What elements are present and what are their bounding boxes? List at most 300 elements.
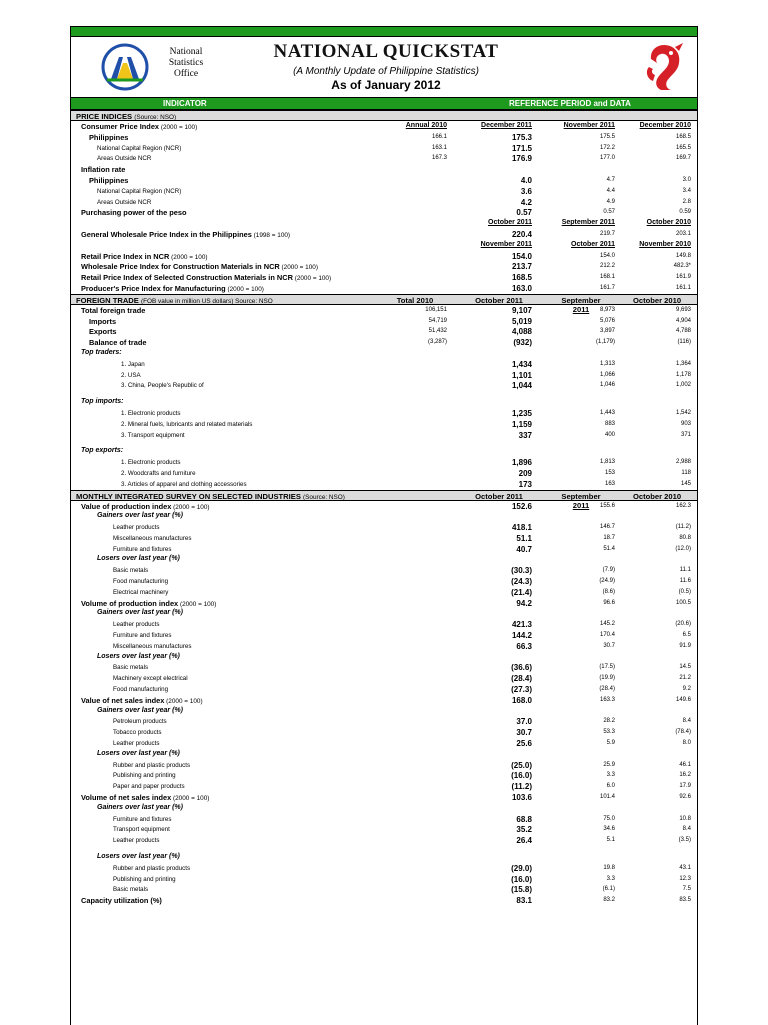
cell-value: 163.3 (599, 696, 615, 703)
cell-value: 92.6 (679, 794, 691, 801)
row-label: Volume of production index (2000 = 100) (81, 598, 217, 608)
table-row (71, 261, 697, 272)
cell-value: 40.7 (516, 544, 532, 554)
table-row (71, 544, 697, 555)
table-row (71, 706, 697, 717)
cell-value: 152.6 (511, 501, 532, 511)
cell-value: September 2011 (561, 219, 615, 227)
cell-value: 1,002 (675, 382, 691, 389)
cell-value: 171.5 (511, 143, 532, 153)
cell-value: 18.7 (603, 534, 615, 541)
row-label: Paper and paper products (113, 783, 185, 791)
section-title (76, 112, 176, 121)
row-label: Gainers over last year (%) (97, 609, 183, 617)
table-row (71, 565, 697, 576)
table-row (71, 479, 697, 490)
cell-value: October 2011 (488, 219, 532, 227)
cell-value: 168.5 (675, 133, 691, 140)
row-unit: (2000 = 100) (159, 124, 198, 131)
row-unit: (2000 = 100) (292, 275, 332, 283)
cell-value: 35.2 (516, 825, 532, 835)
cell-value: 146.7 (599, 524, 615, 531)
table-row (71, 652, 697, 663)
table-row (71, 175, 697, 186)
cell-value: 154.0 (599, 252, 615, 259)
cell-value: 4.7 (606, 176, 615, 183)
cell-value: 421.3 (511, 620, 532, 630)
office-name (151, 47, 221, 80)
table-row (71, 501, 697, 512)
row-label: Leather products (113, 621, 160, 629)
row-label: Philippines (89, 132, 129, 142)
table-row (71, 641, 697, 652)
cell-value: (3.5) (678, 837, 691, 844)
page-title: NATIONAL QUICKSTAT (273, 41, 499, 62)
cell-value: (21.4) (511, 587, 532, 597)
row-label: Retail Price Index of Selected Construction Materials in NCR (2000 = 100) (81, 273, 332, 283)
cell-value: 482.3* (673, 263, 691, 270)
cell-value: 94.2 (516, 598, 532, 608)
table-row (71, 326, 697, 337)
row-label: Exports (89, 327, 117, 337)
cell-value: 168.5 (511, 273, 532, 283)
cell-value: (0.5) (678, 588, 691, 595)
cell-value: 175.3 (511, 132, 532, 142)
row-label: Top imports: (81, 398, 124, 406)
table-row (71, 397, 697, 408)
section-title-text: PRICE INDICES (76, 112, 135, 121)
cell-value: 903 (680, 420, 691, 427)
page-header (71, 37, 697, 97)
cell-value: 176.9 (511, 154, 532, 164)
cell-value: 1,434 (511, 359, 532, 369)
cell-value: 212.2 (599, 263, 615, 270)
cell-value: (20.6) (675, 621, 691, 628)
cell-value: 1,178 (675, 371, 691, 378)
table-row (71, 803, 697, 814)
table-row (71, 792, 697, 803)
row-label: Machinery except electrical (113, 675, 188, 683)
cell-value: 149.8 (675, 252, 691, 259)
row-label: Basic metals (113, 664, 149, 672)
cell-value: 6.0 (606, 783, 615, 790)
cell-value: 8.0 (682, 740, 691, 747)
cell-value: 28.2 (603, 718, 615, 725)
row-label: Imports (89, 316, 117, 326)
cell-value: (16.0) (511, 771, 532, 781)
row-label: Consumer Price Index (2000 = 100) (81, 122, 198, 131)
cell-value: 883 (604, 420, 615, 427)
row-label: Publishing and printing (113, 875, 176, 883)
section-title-text: MONTHLY INTEGRATED SURVEY ON SELECTED INDUSTRIES (76, 491, 303, 501)
section-title (76, 492, 345, 501)
cell-value: 154.0 (511, 251, 532, 261)
cell-value: 173 (518, 479, 532, 489)
row-label: General Wholesale Price Index in the Philippines (1998 = 100) (81, 229, 291, 239)
cell-value: November 2010 (639, 240, 691, 248)
cell-value: 106,151 (425, 306, 447, 313)
cell-value: (8.6) (602, 588, 615, 595)
row-label: Transport equipment (113, 826, 170, 834)
table-row (71, 874, 697, 885)
row-label: Miscellaneous manufactures (113, 534, 192, 542)
cell-value: 11.6 (679, 578, 691, 585)
row-label: Leather products (113, 740, 160, 748)
table-row (71, 316, 697, 327)
table-row (71, 760, 697, 771)
column-header: October 2010 (632, 491, 682, 501)
cell-value: 177.0 (599, 155, 615, 162)
table-row (71, 430, 697, 441)
cell-value: 0.57 (603, 209, 615, 216)
cell-value: 3.6 (520, 186, 532, 196)
cell-value: 8.4 (682, 826, 691, 833)
row-label: Total foreign trade (81, 305, 146, 315)
cell-value: 168.0 (511, 695, 532, 705)
cell-value: 4.4 (606, 187, 615, 194)
table-row (71, 272, 697, 283)
row-label: Furniture and fixtures (113, 815, 172, 823)
cell-value: 83.1 (516, 896, 532, 906)
table-row (71, 608, 697, 619)
cell-value: (27.3) (511, 685, 532, 695)
cell-value: (932) (513, 338, 532, 348)
row-label: Value of production index (2000 = 100) (81, 501, 210, 511)
cell-value: (11.2) (675, 524, 691, 531)
row-label: Inflation rate (81, 165, 126, 175)
cell-value: 400 (604, 431, 615, 438)
cell-value: (16.0) (511, 874, 532, 884)
cell-value: 4.9 (606, 198, 615, 205)
table-row (71, 359, 697, 370)
table-row (71, 554, 697, 565)
row-label: Areas Outside NCR (97, 155, 152, 163)
cell-value: 209 (518, 468, 532, 478)
cell-value: 8,973 (599, 306, 615, 313)
cell-value: 9,693 (675, 306, 691, 313)
cell-value: 16.2 (679, 772, 691, 779)
table-row (71, 863, 697, 874)
cell-value: 83.5 (679, 897, 691, 904)
row-label: Furniture and fixtures (113, 632, 172, 640)
cell-value: (28.4) (511, 674, 532, 684)
cell-value: 1,813 (599, 459, 615, 466)
row-unit: (1998 = 100) (251, 231, 291, 239)
table-row (71, 895, 697, 906)
table-row (71, 587, 697, 598)
row-unit: (2000 = 100) (178, 600, 217, 608)
cell-value: 337 (518, 430, 532, 440)
cell-value: December 2011 (481, 122, 532, 129)
cell-value: 9.2 (682, 686, 691, 693)
cell-value: 4,088 (511, 327, 532, 337)
cell-value: 4.0 (520, 175, 532, 185)
row-label: Miscellaneous manufactures (113, 642, 192, 650)
cell-value: 1,313 (599, 360, 615, 367)
row-label: Retail Price Index in NCR (2000 = 100) (81, 251, 208, 261)
row-label: 1. Electronic products (121, 409, 181, 417)
table-row (71, 419, 697, 430)
table-row (71, 630, 697, 641)
cell-value: 219.7 (599, 230, 615, 237)
row-label: Losers over last year (%) (97, 555, 180, 563)
cell-value: 163 (604, 480, 615, 487)
cell-value: (30.3) (511, 566, 532, 576)
row-label: Top exports: (81, 447, 124, 455)
cell-value: 167.3 (431, 155, 447, 162)
column-header: Total 2010 (396, 295, 434, 305)
row-label: Gainers over last year (%) (97, 803, 183, 811)
row-label: Volume of net sales index (2000 = 100) (81, 793, 210, 803)
table-row (71, 695, 697, 706)
table-row (71, 835, 697, 846)
table-row (71, 824, 697, 835)
table-row (71, 468, 697, 479)
table-row (71, 121, 697, 132)
cell-value: 43.1 (679, 864, 691, 871)
table-row (71, 727, 697, 738)
cell-value: October 2011 (571, 240, 615, 248)
cell-value: (1,179) (595, 339, 615, 346)
cell-value: (78.4) (675, 729, 691, 736)
cell-value: 30.7 (603, 642, 615, 649)
row-unit: (2000 = 100) (171, 795, 210, 803)
cell-value: 1,101 (511, 370, 532, 380)
cell-value: 175.5 (599, 133, 615, 140)
cell-value: 34.6 (603, 826, 615, 833)
cell-value: 2,988 (675, 459, 691, 466)
cell-value: (25.0) (511, 760, 532, 770)
table-row (71, 143, 697, 154)
row-label: Rubber and plastic products (113, 761, 191, 769)
row-label: Capacity utilization (%) (81, 896, 162, 906)
cell-value: (28.4) (599, 686, 615, 693)
reference-period-label: REFERENCE PERIOD and DATA (509, 99, 631, 108)
cell-value: 1,896 (511, 458, 532, 468)
cell-value: 53.3 (603, 729, 615, 736)
cell-value: 6.5 (682, 632, 691, 639)
cell-value: (24.3) (511, 577, 532, 587)
table-row (71, 662, 697, 673)
cell-value: (6.1) (602, 886, 615, 893)
cell-value: 166.1 (431, 133, 447, 140)
row-label: Philippines (89, 175, 129, 185)
row-label: Food manufacturing (113, 578, 169, 586)
cell-value: 54,719 (428, 317, 447, 324)
table-row (71, 251, 697, 262)
table-row (71, 240, 697, 251)
cell-value: 3.4 (682, 187, 691, 194)
cell-value: 203.1 (675, 230, 691, 237)
table-row (71, 852, 697, 863)
cell-value: 101.4 (599, 794, 615, 801)
row-label: Basic metals (113, 886, 149, 894)
cell-value: 51,432 (428, 328, 447, 335)
cell-value: 1,066 (599, 371, 615, 378)
cell-value: 26.4 (516, 836, 532, 846)
cell-value: 172.2 (599, 144, 615, 151)
cell-value: 9,107 (511, 305, 532, 315)
cell-value: 2.8 (682, 198, 691, 205)
cell-value: (12.0) (675, 545, 691, 552)
row-unit: (2000 = 100) (164, 697, 203, 705)
table-row (71, 522, 697, 533)
row-label: National Capital Region (NCR) (97, 144, 182, 152)
row-label: Gainers over last year (%) (97, 512, 183, 520)
cell-value: 165.5 (675, 144, 691, 151)
cell-value: 51.1 (516, 533, 532, 543)
section-title (76, 296, 273, 305)
office-line: National (169, 47, 203, 57)
cell-value: Annual 2010 (405, 122, 447, 129)
row-unit: (2000 = 100) (225, 285, 264, 293)
row-label: Furniture and fixtures (113, 545, 172, 553)
cell-value: 153 (604, 469, 615, 476)
table-row (71, 749, 697, 760)
table-row (71, 576, 697, 587)
table-row (71, 446, 697, 457)
row-label: Producer's Price Index for Manufacturing (2000 = 100) (81, 283, 264, 293)
office-line: Office (173, 69, 199, 79)
cell-value: 1,044 (511, 381, 532, 391)
table-row (71, 408, 697, 419)
section-header (71, 110, 697, 121)
as-of-date: As of January 2012 (331, 78, 441, 92)
office-line: Statistics (168, 58, 204, 68)
cell-value: 155.6 (599, 502, 615, 509)
cell-value: 1,235 (511, 408, 532, 418)
cell-value: 169.7 (675, 155, 691, 162)
table-row (71, 619, 697, 630)
quickstat-page (70, 26, 698, 1025)
cell-value: 66.3 (516, 641, 532, 651)
row-label: National Capital Region (NCR) (97, 187, 182, 195)
row-label: Electrical machinery (113, 588, 169, 596)
indicator-table (71, 110, 697, 906)
cell-value: 163.0 (511, 283, 532, 293)
column-header: October 2011 (475, 491, 523, 501)
cell-value: 5,076 (599, 317, 615, 324)
table-row (71, 533, 697, 544)
row-label: Losers over last year (%) (97, 853, 180, 860)
row-label: Areas Outside NCR (97, 198, 152, 206)
row-label: Balance of trade (89, 338, 147, 348)
cell-value: 118 (681, 469, 691, 476)
cell-value: 1,046 (599, 382, 615, 389)
cell-value: 80.8 (679, 534, 691, 541)
cell-value: 144.2 (511, 631, 532, 641)
row-label: Purchasing power of the peso (81, 208, 187, 218)
row-label: Top traders: (81, 348, 122, 356)
cell-value: 4,788 (675, 328, 691, 335)
table-row (71, 218, 697, 229)
cell-value: 68.8 (516, 814, 532, 824)
cell-value: 30.7 (516, 728, 532, 738)
column-header: October 2011 (475, 295, 523, 305)
cell-value: 162.3 (675, 502, 691, 509)
cell-value: October 2010 (646, 219, 691, 227)
table-row (71, 673, 697, 684)
table-row (71, 132, 697, 143)
row-label: Losers over last year (%) (97, 749, 180, 757)
cell-value: 163.1 (431, 144, 447, 151)
cell-value: (29.0) (511, 863, 532, 873)
cell-value: 75.0 (603, 815, 615, 822)
cell-value: 4.2 (520, 197, 532, 207)
cell-value: 220.4 (511, 229, 532, 239)
table-row (71, 164, 697, 175)
row-unit: (2000 = 100) (169, 253, 208, 261)
table-row (71, 598, 697, 609)
cell-value: (3,287) (427, 339, 447, 346)
row-label: Losers over last year (%) (97, 652, 180, 660)
cell-value: 14.5 (679, 664, 691, 671)
cell-value: 37.0 (516, 717, 532, 727)
cell-value: (17.5) (599, 664, 615, 671)
column-header: October 2010 (632, 295, 682, 305)
table-row (71, 229, 697, 240)
cell-value: 51.4 (603, 545, 615, 552)
cell-value: 3.3 (606, 772, 615, 779)
table-row (71, 684, 697, 695)
table-row (71, 153, 697, 164)
cell-value: 10.8 (679, 815, 691, 822)
cell-value: 5.1 (606, 837, 615, 844)
cell-value: 213.7 (511, 262, 532, 272)
row-label: 3. China, People's Republic of (121, 382, 204, 390)
cell-value: 100.5 (675, 599, 691, 606)
table-row (71, 337, 697, 348)
cell-value: 5.9 (606, 740, 615, 747)
dragon-icon (641, 41, 687, 93)
section-title-text: FOREIGN TRADE (76, 295, 141, 305)
row-label: Gainers over last year (%) (97, 706, 183, 714)
cell-value: 1,443 (599, 409, 615, 416)
row-label: Leather products (113, 837, 160, 845)
nso-logo-icon (101, 43, 149, 91)
table-row (71, 884, 697, 895)
indicator-bar (71, 97, 697, 110)
cell-value: (7.9) (602, 567, 615, 574)
cell-value: 5,019 (511, 316, 532, 326)
cell-value: 1,542 (675, 409, 691, 416)
cell-value: (36.6) (511, 663, 532, 673)
cell-value: 4,904 (675, 317, 691, 324)
cell-value: November 2011 (480, 240, 532, 248)
cell-value: 1,364 (675, 360, 691, 367)
cell-value: 0.59 (679, 209, 691, 216)
cell-value: 161.7 (599, 284, 615, 291)
table-row (71, 348, 697, 359)
row-label: Tobacco products (113, 729, 162, 737)
row-label: Leather products (113, 524, 160, 532)
table-row (71, 305, 697, 316)
section-source: (Source: NSO) (303, 493, 345, 501)
row-label: 2. USA (121, 371, 141, 379)
table-row (71, 511, 697, 522)
row-label: 3. Transport equipment (121, 431, 185, 439)
row-label: 1. Japan (121, 360, 145, 368)
cell-value: (15.8) (511, 885, 532, 895)
cell-value: 149.6 (675, 696, 691, 703)
cell-value: (11.2) (511, 782, 532, 792)
cell-value: 8.4 (682, 718, 691, 725)
table-row (71, 283, 697, 294)
row-label: Food manufacturing (113, 686, 169, 694)
cell-value: 168.1 (599, 274, 615, 281)
cell-value: 161.1 (675, 284, 691, 291)
column-header: September 2011 (561, 295, 601, 314)
